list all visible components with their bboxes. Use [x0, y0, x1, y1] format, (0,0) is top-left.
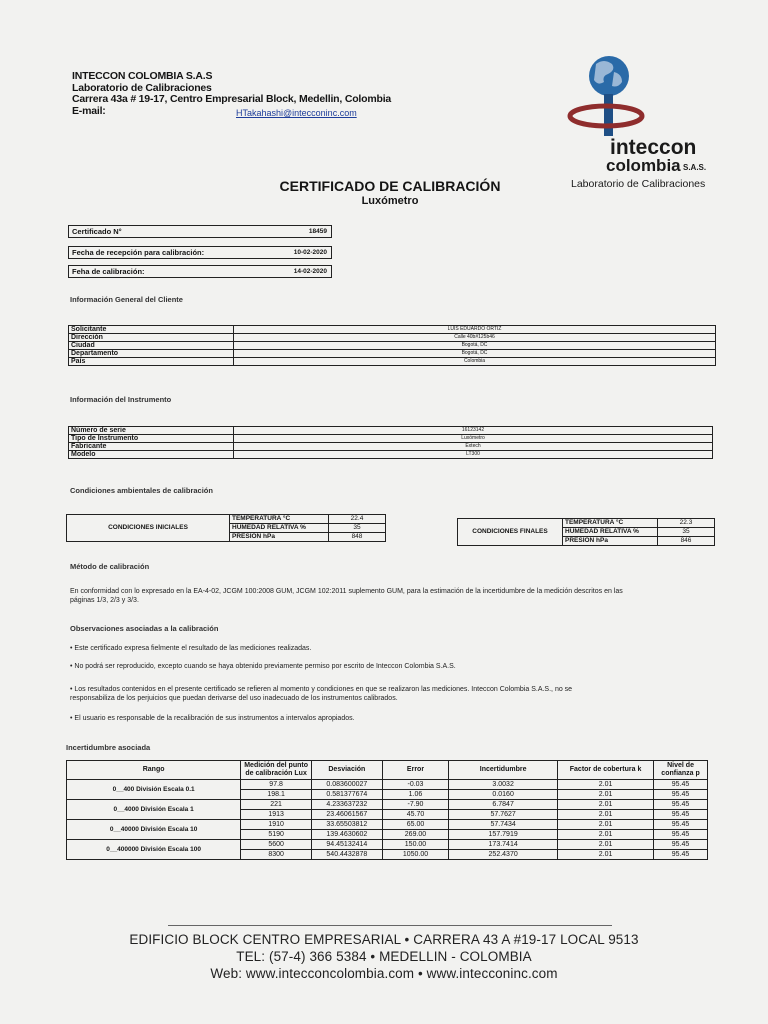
company-logo: [566, 50, 716, 192]
reception-date-label: Fecha de recepción para calibración:: [72, 248, 205, 257]
condition-label: HUMEDAD RELATIVA %: [563, 528, 658, 537]
client-label: Departamento: [69, 350, 234, 358]
calibration-date-box: [68, 265, 332, 278]
column-header: Incertidumbre: [449, 761, 558, 780]
email-link[interactable]: HTakahashi@intecconinc.com: [236, 108, 357, 118]
instrument-section-title: Información del Instrumento: [70, 395, 172, 404]
client-value: Bogotá, DC: [234, 342, 716, 350]
observation-item: • Los resultados contenidos en el presente certificado se refieren al momento y condiciones en que se realizaron las mediciones. Inteccon Colombia S.A.S., no se responsabiliza de los perjuicios que puedan derivarse del uso inadecuado de los instrumentos calibrados.: [70, 686, 573, 702]
company-name: INTECCON COLOMBIA S.A.S: [72, 70, 213, 82]
column-header: Nivel de confianza p: [654, 761, 708, 780]
table-row: 8300 540.4432878 1050.00 252.4370 2.01 95.45: [67, 850, 708, 860]
svg-text:Laboratorio de Calibraciones: Laboratorio de Calibraciones: [571, 178, 706, 190]
conditions-section-title: Condiciones ambientales de calibración: [70, 486, 213, 495]
instrument-label: Número de serie: [69, 427, 234, 435]
column-header: Desviación: [311, 761, 382, 780]
table-row: 0__40000 División Escala 10 1910 33.65503812 65.00 57.7434 2.01 95.45: [67, 820, 708, 830]
instrument-value: 16123142: [234, 427, 713, 435]
method-text: En conformidad con lo expresado en la EA-4-02, JCGM 100:2008 GUM, JCGM 102:2011 suplemento GUM, para la estimación de la incertidumbre de la medición descritos en las páginas 1/3, 2/3 y 3/3.: [70, 588, 623, 604]
condition-label: PRESIÓN hPa: [563, 537, 658, 546]
instrument-value: Extech: [234, 443, 713, 451]
certificate-number-box: [68, 225, 332, 238]
table-row: [69, 334, 716, 342]
footer-phone: TEL: (57-4) 366 5384 • MEDELLIN - COLOMBIA: [236, 949, 532, 964]
table-row: [69, 443, 713, 451]
instrument-table: [68, 426, 713, 459]
instrument-label: Tipo de Instrumento: [69, 435, 234, 443]
condition-label: HUMEDAD RELATIVA %: [230, 524, 329, 533]
document-title: CERTIFICADO DE CALIBRACIÓN: [279, 178, 501, 194]
column-header: Error: [382, 761, 449, 780]
client-label: País: [69, 358, 234, 366]
footer-web: Web: www.intecconcolombia.com • www.intecconinc.com: [210, 966, 558, 981]
client-label: Solicitante: [69, 326, 234, 334]
table-row: 0__400000 División Escala 100 5600 94.45132414 150.00 173.7414 2.01 95.45: [67, 840, 708, 850]
initial-conditions-table: [66, 514, 386, 542]
table-row: [69, 435, 713, 443]
client-value: Colombia: [234, 358, 716, 366]
reception-date-box: [68, 246, 332, 259]
condition-value: 848: [329, 533, 386, 542]
condition-label: TEMPERATURA °C: [230, 515, 329, 524]
instrument-value: Luxómetro: [234, 435, 713, 443]
svg-text:inteccon: inteccon: [610, 136, 697, 159]
condition-label: PRESIÓN hPa: [230, 533, 329, 542]
instrument-label: Fabricante: [69, 443, 234, 451]
client-value: Bogotá, DC: [234, 350, 716, 358]
client-value: Calle 40b#125b46: [234, 334, 716, 342]
company-address: Carrera 43a # 19-17, Centro Empresarial Block, Medellin, Colombia: [72, 93, 392, 105]
column-header: Factor de cobertura k: [558, 761, 654, 780]
initial-conditions-title: CONDICIONES INICIALES: [67, 515, 230, 542]
client-table: [68, 325, 716, 366]
certificate-number-value: 18459: [308, 228, 327, 235]
range-cell: 0__400 División Escala 0.1: [67, 780, 241, 800]
observation-item: • Este certificado expresa fielmente el resultado de las mediciones realizadas.: [70, 645, 312, 652]
client-label: Ciudad: [69, 342, 234, 350]
globe-ring-icon: [566, 50, 716, 192]
condition-value: 35: [658, 528, 715, 537]
range-cell: 0__400000 División Escala 100: [67, 840, 241, 860]
instrument-label: Modelo: [69, 451, 234, 459]
email-label: E-mail:: [72, 104, 106, 117]
footer-address: EDIFICIO BLOCK CENTRO EMPRESARIAL • CARRERA 43 A #19-17 LOCAL 9513: [129, 932, 639, 947]
table-row: [69, 326, 716, 334]
svg-text:colombia: colombia: [606, 156, 681, 175]
calibration-date-value: 14-02-2020: [293, 268, 327, 275]
observations-section-title: Observaciones asociadas a la calibración: [70, 624, 219, 633]
condition-value: 35: [329, 524, 386, 533]
reception-date-value: 10-02-2020: [293, 249, 327, 256]
table-row: [67, 515, 386, 524]
observation-item: • El usuario es responsable de la recalibración de sus instrumentos a intervalos apropiados.: [70, 715, 355, 722]
final-conditions-table: [457, 518, 715, 546]
lab-name: Laboratorio de Calibraciones: [72, 81, 212, 94]
condition-label: TEMPERATURA °C: [563, 519, 658, 528]
uncertainty-section-title: Incertidumbre asociada: [66, 743, 151, 752]
table-row: 5190 139.4630602 269.00 157.7919 2.01 95.45: [67, 830, 708, 840]
table-row: [69, 350, 716, 358]
table-header-row: [67, 761, 708, 780]
observation-item: • No podrá ser reproducido, excepto cuando se haya obtenido previamente permiso por escrito de Inteccon Colombia S.A.S.: [70, 663, 456, 670]
svg-text:S.A.S.: S.A.S.: [683, 163, 707, 172]
certificate-number-label: Certificado N°: [72, 227, 122, 236]
table-row: 198.1 0.581377674 1.06 0.0160 2.01 95.45: [67, 790, 708, 800]
document-subtitle: Luxómetro: [361, 195, 419, 207]
uncertainty-table: [66, 760, 708, 860]
table-row: 0__400 División Escala 0.1 97.8 0.083600027 -0.03 3.0032 2.01 95.45: [67, 780, 708, 790]
client-section-title: Información General del Cliente: [70, 295, 183, 304]
method-section-title: Método de calibración: [70, 562, 150, 571]
table-row: 0__4000 División Escala 1 221 4.233637232 -7.90 6.7847 2.01 95.45: [67, 800, 708, 810]
condition-value: 846: [658, 537, 715, 546]
condition-value: 22.3: [658, 519, 715, 528]
footer-divider: [168, 925, 612, 926]
table-row: [458, 519, 715, 528]
table-row: [69, 427, 713, 435]
column-header: Medición del punto de calibración Lux: [241, 761, 312, 780]
table-row: [69, 342, 716, 350]
range-cell: 0__40000 División Escala 10: [67, 820, 241, 840]
instrument-value: LT300: [234, 451, 713, 459]
table-row: [69, 451, 713, 459]
table-row: 1913 23.46061567 45.70 57.7627 2.01 95.45: [67, 810, 708, 820]
column-header: Rango: [67, 761, 241, 780]
client-value: LUIS EDUARDO ORTIZ: [234, 326, 716, 334]
client-label: Dirección: [69, 334, 234, 342]
table-row: [69, 358, 716, 366]
final-conditions-title: CONDICIONES FINALES: [458, 519, 563, 546]
condition-value: 22.4: [329, 515, 386, 524]
range-cell: 0__4000 División Escala 1: [67, 800, 241, 820]
calibration-date-label: Feha de calibración:: [72, 267, 145, 276]
